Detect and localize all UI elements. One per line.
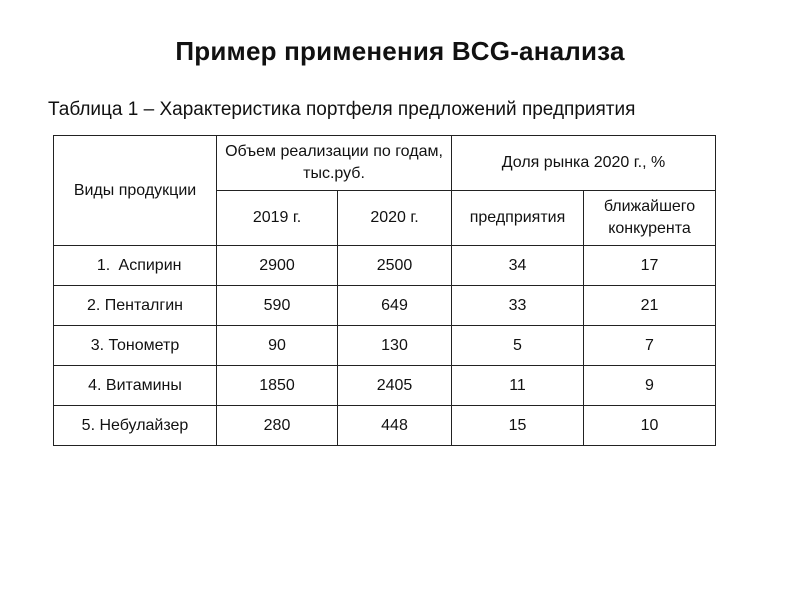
volume-2020-cell: 130	[338, 326, 452, 366]
volume-2020-cell: 2405	[338, 366, 452, 406]
portfolio-table	[53, 135, 716, 446]
table-row	[54, 246, 716, 286]
volume-2019-cell: 590	[217, 286, 338, 326]
share-enterprise-cell: 33	[452, 286, 584, 326]
table-row	[54, 406, 716, 446]
share-enterprise-cell: 5	[452, 326, 584, 366]
product-name: 4. Витамины	[54, 366, 217, 406]
volume-2020-cell: 448	[338, 406, 452, 446]
share-competitor-cell: 9	[584, 366, 716, 406]
product-name: Аспирин	[118, 256, 182, 274]
header-products: Виды продукции	[54, 136, 217, 246]
share-competitor-cell: 7	[584, 326, 716, 366]
share-competitor-cell: 21	[584, 286, 716, 326]
product-name: 5. Небулайзер	[54, 406, 217, 446]
header-2020: 2020 г.	[338, 191, 452, 246]
product-name-cell	[54, 246, 217, 286]
table-caption: Таблица 1 – Характеристика портфеля предложений предприятия	[48, 99, 636, 120]
share-enterprise-cell: 34	[452, 246, 584, 286]
share-competitor-cell: 10	[584, 406, 716, 446]
product-name: 2. Пенталгин	[54, 286, 217, 326]
header-volume: Объем реализации по годам, тыс.руб.	[217, 136, 452, 191]
header-competitor: ближайшего конкурента	[584, 191, 716, 246]
header-2019: 2019 г.	[217, 191, 338, 246]
table-row	[54, 366, 716, 406]
volume-2020-cell: 2500	[338, 246, 452, 286]
share-enterprise-cell: 15	[452, 406, 584, 446]
table-row	[54, 286, 716, 326]
share-competitor-cell: 17	[584, 246, 716, 286]
row-number: 1.	[96, 256, 111, 274]
volume-2019-cell: 2900	[217, 246, 338, 286]
slide-title: Пример применения BCG-анализа	[175, 36, 625, 66]
volume-2019-cell: 90	[217, 326, 338, 366]
share-enterprise-cell: 11	[452, 366, 584, 406]
table-header-row	[54, 136, 716, 191]
volume-2020-cell: 649	[338, 286, 452, 326]
product-name: 3. Тонометр	[54, 326, 217, 366]
header-share: Доля рынка 2020 г., %	[452, 136, 716, 191]
header-enterprise: предприятия	[452, 191, 584, 246]
volume-2019-cell: 280	[217, 406, 338, 446]
table-row	[54, 326, 716, 366]
volume-2019-cell: 1850	[217, 366, 338, 406]
